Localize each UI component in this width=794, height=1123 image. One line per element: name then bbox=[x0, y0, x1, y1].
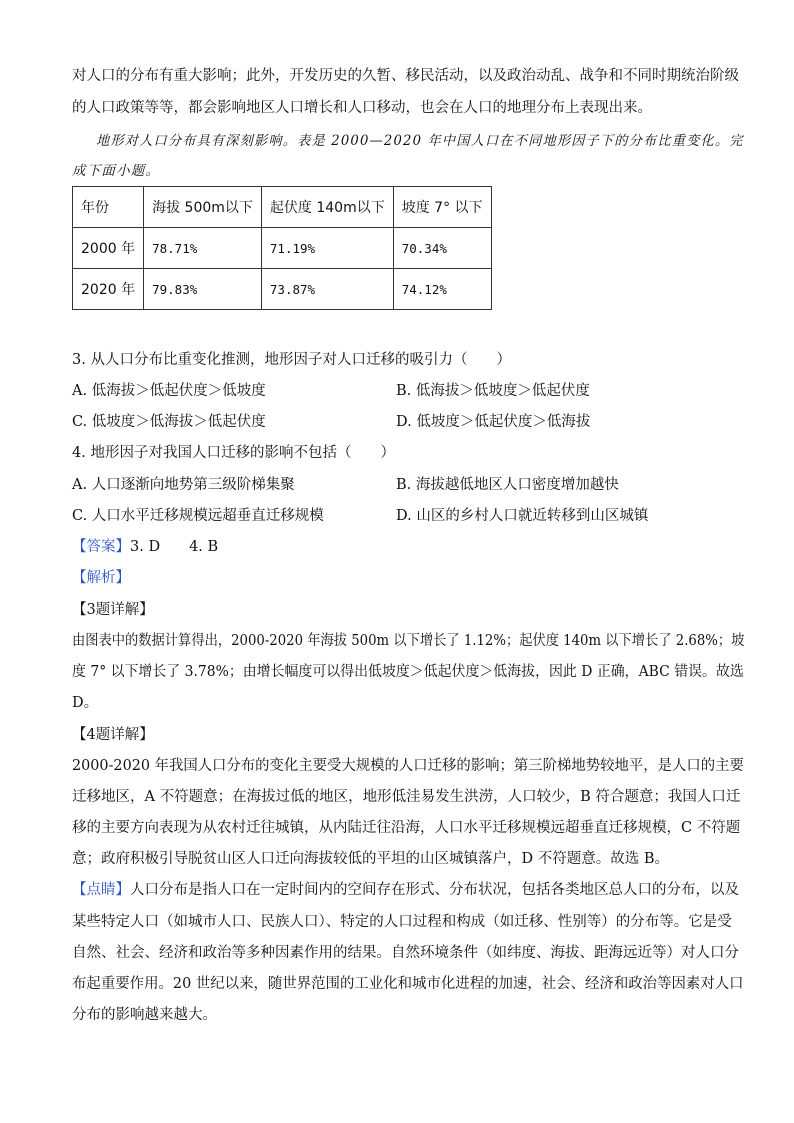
tip-line: 某些特定人口（如城市人口、民族人口）、特定的人口过程和构成（如迁移、性别等）的分布等。它是受 bbox=[72, 914, 732, 930]
detail-4-line: 意；政府积极引导脱贫山区人口迁向海拔较低的平坦的山区城镇落户，D 不符题意。故选 B。 bbox=[72, 851, 669, 867]
detail-4-line: 2000-2020 年我国人口分布的变化主要受大规模的人口迁移的影响；第三阶梯地势较地平，是人口的主要 bbox=[72, 758, 744, 774]
intro-line: 成下面小题。 bbox=[72, 163, 161, 179]
question-3-stem: 3. 从人口分布比重变化推测，地形因子对人口迁移的吸引力（ ） bbox=[72, 352, 511, 368]
question-4-option-c: C. 人口水平迁移规模远超垂直迁移规模 bbox=[72, 508, 324, 524]
question-3-option-c: C. 低坡度＞低海拔＞低起伏度 bbox=[72, 414, 266, 430]
table-cell: 79.83% bbox=[144, 269, 262, 310]
table-header-cell: 坡度 7° 以下 bbox=[393, 187, 491, 228]
question-4-option-a: A. 人口逐渐向地势第三级阶梯集聚 bbox=[72, 477, 295, 493]
detail-4-title: 【4题详解】 bbox=[72, 727, 154, 743]
analysis-label: 【解析】 bbox=[72, 570, 130, 586]
question-3-option-a: A. 低海拔＞低起伏度＞低坡度 bbox=[72, 383, 266, 399]
table-cell: 74.12% bbox=[393, 269, 491, 310]
tip-line: 布起重要作用。20 世纪以来，随世界范围的工业化和城市化进程的加速，社会、经济和政治等因素对人口 bbox=[72, 976, 744, 992]
table-cell: 71.19% bbox=[261, 228, 393, 269]
detail-3-line: 度 7° 以下增长了 3.78%；由增长幅度可以得出低坡度＞低起伏度＞低海拔，因此 D 正确，ABC 错误。故选 bbox=[72, 664, 744, 680]
detail-3-title: 【3题详解】 bbox=[72, 602, 154, 618]
table-header-cell: 年份 bbox=[73, 187, 144, 228]
question-4-option-d: D. 山区的乡村人口就近转移到山区城镇 bbox=[396, 508, 649, 524]
detail-4-line: 迁移地区，A 不符题意；在海拔过低的地区，地形低洼易发生洪涝，人口较少，B 符合题意；我国人口迁 bbox=[72, 789, 741, 805]
table-cell: 2020 年 bbox=[73, 269, 144, 310]
table-cell: 73.87% bbox=[261, 269, 393, 310]
answer-text: 3. D 4. B bbox=[130, 539, 219, 555]
table-row bbox=[73, 228, 492, 269]
table-header-cell: 海拔 500m以下 bbox=[144, 187, 262, 228]
question-3-option-d: D. 低坡度＞低起伏度＞低海拔 bbox=[396, 414, 591, 430]
tip-first-line bbox=[72, 880, 739, 900]
tip-line: 分布的影响越来越大。 bbox=[72, 1007, 217, 1023]
question-4-stem: 4. 地形因子对我国人口迁移的影响不包括（ ） bbox=[72, 445, 395, 461]
table-row bbox=[73, 269, 492, 310]
tip-line: 自然、社会、经济和政治等多种因素作用的结果。自然环境条件（如纬度、海拔、距海远近等）对人口分 bbox=[72, 945, 739, 961]
detail-3-line: D。 bbox=[72, 695, 99, 711]
question-3-option-b: B. 低海拔＞低坡度＞低起伏度 bbox=[396, 383, 590, 399]
table-cell: 70.34% bbox=[393, 228, 491, 269]
question-4-option-b: B. 海拔越低地区人口密度增加越快 bbox=[396, 477, 619, 493]
table-cell: 78.71% bbox=[144, 228, 262, 269]
population-table bbox=[72, 186, 492, 310]
detail-4-line: 移的主要方向表现为从农村迁往城镇，从内陆迁往沿海，人口水平迁移规模远超垂直迁移规模，C 不符题 bbox=[72, 820, 741, 836]
answer-line bbox=[72, 537, 218, 557]
paragraph-line: 的人口政策等等，都会影响地区人口增长和人口移动，也会在人口的地理分布上表现出来。 bbox=[72, 100, 652, 116]
tip-label: 【点睛】 bbox=[72, 882, 130, 898]
answer-label: 【答案】 bbox=[72, 539, 130, 555]
table-header-row bbox=[73, 187, 492, 228]
paragraph-line: 对人口的分布有重大影响；此外，开发历史的久暂、移民活动，以及政治动乱、战争和不同时期统治阶级 bbox=[72, 68, 739, 84]
tip-first-text: 人口分布是指人口在一定时间内的空间存在形式、分布状况，包括各类地区总人口的分布，以及 bbox=[130, 882, 739, 898]
table-cell: 2000 年 bbox=[73, 228, 144, 269]
detail-3-line: 由图表中的数据计算得出，2000-2020 年海拔 500m 以下增长了 1.12%；起伏度 140m 以下增长了 2.68%；坡 bbox=[72, 633, 745, 649]
intro-line: 地形对人口分布具有深刻影响。表是 2000—2020 年中国人口在不同地形因子下的分布比重变化。完 bbox=[96, 133, 744, 149]
table-header-cell: 起伏度 140m以下 bbox=[261, 187, 393, 228]
